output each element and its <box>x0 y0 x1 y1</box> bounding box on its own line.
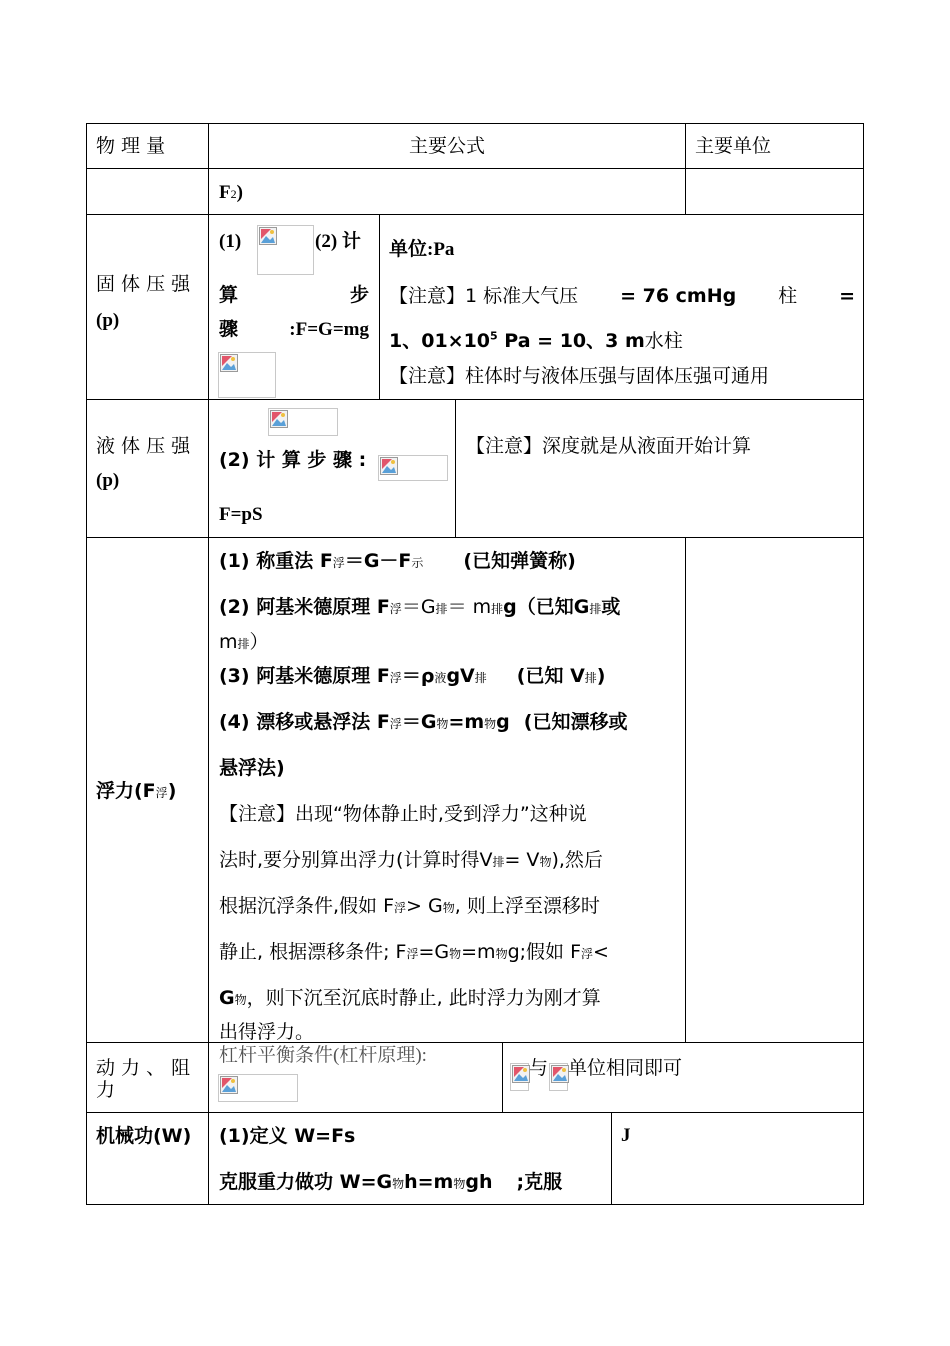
buoyancy-method-1: (1) 称重法 F浮＝G－F示 (已知弹簧称) <box>219 550 576 572</box>
buoyancy-method-4-cont: 悬浮法) <box>219 757 285 779</box>
buoyancy-name: 浮力(F浮) <box>96 780 177 802</box>
buoyancy-note-line5: G物，则下沉至沉底时静止, 此时浮力为刚才算 <box>219 987 601 1009</box>
liquid-pressure-name: 液 体 压 强 <box>96 435 191 457</box>
solid-pressure-symbol: (p) <box>96 310 120 331</box>
buoyancy-note-line2: 法时,要分别算出浮力(计算时得V排= V物),然后 <box>219 849 603 871</box>
lever-condition: 杠杆平衡条件(杠杆原理): <box>219 1045 427 1066</box>
buoyancy-note-line4: 静止, 根据漂移条件; F浮=G物=m物g;假如 F浮< <box>219 941 609 963</box>
broken-image-icon <box>220 354 238 372</box>
lever-unit-mid: 与 <box>529 1057 549 1079</box>
broken-image-icon <box>220 1076 238 1094</box>
header-unit: 主要单位 <box>695 135 772 157</box>
lever-name-line1: 动 力 、 阻 <box>96 1057 191 1079</box>
lever-name-line2: 力 <box>96 1079 116 1101</box>
formula-image <box>218 352 276 398</box>
header-formula: 主要公式 <box>408 135 485 157</box>
work-unit: J <box>621 1125 631 1146</box>
solid-steps-line2: 骤 :F=G=mg <box>219 319 369 340</box>
broken-image-icon <box>380 457 398 475</box>
solid-item-1: (1) <box>219 231 242 252</box>
liquid-pressure-symbol: (p) <box>96 470 120 491</box>
liquid-note: 【注意】深度就是从液面开始计算 <box>466 435 752 457</box>
lever-unit-end: 单位相同即可 <box>568 1057 683 1079</box>
broken-image-icon <box>512 1065 530 1083</box>
solid-pressure-name: 固 体 压 强 <box>96 273 191 295</box>
buoyancy-note-line6: 出得浮力。 <box>219 1021 315 1043</box>
formula-continued: F2) <box>219 182 243 203</box>
work-name: 机械功(W) <box>96 1125 192 1147</box>
buoyancy-note-line3: 根据沉浮条件,假如 F浮> G物, 则上浮至漂移时 <box>219 895 600 917</box>
buoyancy-method-2-cont: m排） <box>219 631 269 653</box>
buoyancy-method-3: (3) 阿基米德原理 F浮＝ρ液gV排 (已知 V排) <box>219 665 606 687</box>
header-quantity: 物 理 量 <box>96 135 166 157</box>
buoyancy-method-4: (4) 漂移或悬浮法 F浮＝G物=m物g (已知漂移或 <box>219 711 628 733</box>
buoyancy-note-line1: 【注意】出现“物体静止时,受到浮力”这种说 <box>219 803 587 825</box>
liquid-steps: (2) 计 算 步 骤 : <box>219 449 367 471</box>
solid-note-2: 【注意】柱体时与液体压强与固体压强可通用 <box>389 365 770 387</box>
work-gravity: 克服重力做功 W=G物h=m物gh ;克服 <box>219 1171 563 1193</box>
broken-image-icon <box>270 410 288 428</box>
formula-image <box>218 1074 298 1102</box>
formula-image <box>268 408 338 436</box>
solid-note-1-line2: 1、$01\times 10^5$ Pa = 10、3 m水柱 <box>389 329 683 352</box>
broken-image-icon <box>551 1065 569 1083</box>
work-definition: (1)定义 W=Fs <box>219 1125 356 1147</box>
formula-image <box>549 1063 568 1091</box>
liquid-force-formula: F=pS <box>219 504 263 525</box>
solid-item-2: (2) 计 <box>315 231 361 252</box>
solid-steps-line1: 算 步 <box>219 285 369 306</box>
broken-image-icon <box>259 227 277 245</box>
formula-image <box>378 455 448 481</box>
formula-image <box>257 225 314 275</box>
solid-note-1-line1: 【注意】1 标准大气压 = 76 cmHg 柱 = <box>389 285 855 307</box>
formula-image <box>510 1063 529 1091</box>
buoyancy-method-2: (2) 阿基米德原理 F浮＝G排＝ m排g（已知G排或 <box>219 596 621 618</box>
solid-unit: 单位:Pa <box>389 239 455 260</box>
